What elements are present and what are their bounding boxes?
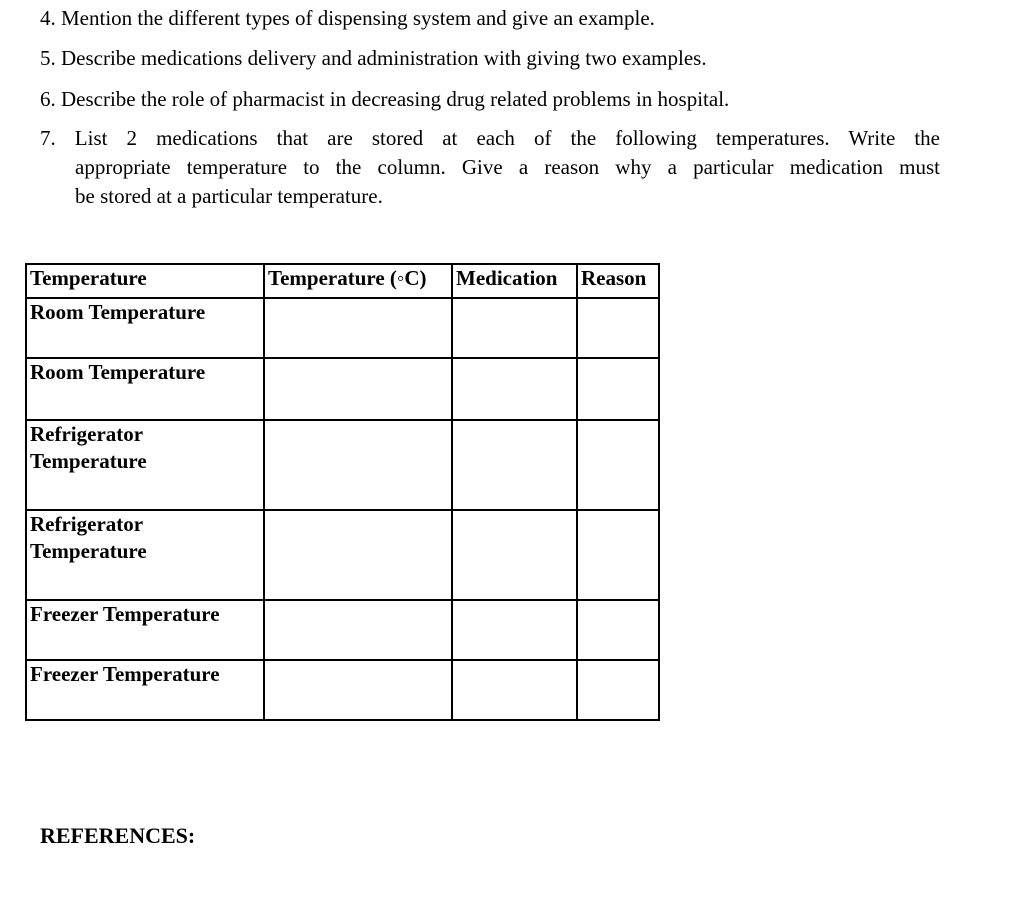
row-label: Freezer Temperature — [26, 600, 264, 660]
question-6: 6. Describe the role of pharmacist in decreasing drug related problems in hospital. — [40, 87, 730, 111]
reason-cell[interactable] — [577, 420, 659, 510]
question-4: 4. Mention the different types of dispensing system and give an example. — [40, 6, 655, 30]
temperature-cell[interactable] — [264, 660, 452, 720]
table-row — [26, 420, 659, 510]
temperature-cell[interactable] — [264, 600, 452, 660]
reason-cell[interactable] — [577, 358, 659, 420]
reason-cell[interactable] — [577, 600, 659, 660]
row-label: Room Temperature — [26, 358, 264, 420]
medication-cell[interactable] — [452, 358, 577, 420]
question-7 — [40, 124, 940, 211]
header-temperature-celsius: Temperature (◦C) — [264, 264, 452, 298]
row-label: Refrigerator Temperature — [26, 420, 264, 510]
question-7-line-1: 7. List 2 medications that are stored at each of the following temperatures. Write the — [40, 126, 940, 150]
question-5: 5. Describe medications delivery and administration with giving two examples. — [40, 46, 707, 70]
row-label: Refrigerator Temperature — [26, 510, 264, 600]
row-label: Room Temperature — [26, 298, 264, 358]
medication-cell[interactable] — [452, 600, 577, 660]
table-row — [26, 660, 659, 720]
header-medication: Medication — [452, 264, 577, 298]
table-header-row — [26, 264, 659, 298]
temperature-cell[interactable] — [264, 420, 452, 510]
table-row — [26, 600, 659, 660]
reason-cell[interactable] — [577, 510, 659, 600]
question-7-line-3: be stored at a particular temperature. — [75, 184, 383, 208]
temperature-cell[interactable] — [264, 510, 452, 600]
table-row — [26, 298, 659, 358]
medication-cell[interactable] — [452, 660, 577, 720]
temperature-cell[interactable] — [264, 358, 452, 420]
references-heading: REFERENCES: — [40, 823, 196, 848]
question-7-line-2: appropriate temperature to the column. Give a reason why a particular medication must — [75, 155, 940, 179]
header-reason: Reason — [577, 264, 659, 298]
table-row — [26, 510, 659, 600]
medication-cell[interactable] — [452, 298, 577, 358]
row-label: Freezer Temperature — [26, 660, 264, 720]
temperature-table — [25, 263, 660, 721]
medication-cell[interactable] — [452, 510, 577, 600]
table-row — [26, 358, 659, 420]
header-temperature: Temperature — [26, 264, 264, 298]
reason-cell[interactable] — [577, 298, 659, 358]
medication-cell[interactable] — [452, 420, 577, 510]
temperature-cell[interactable] — [264, 298, 452, 358]
reason-cell[interactable] — [577, 660, 659, 720]
